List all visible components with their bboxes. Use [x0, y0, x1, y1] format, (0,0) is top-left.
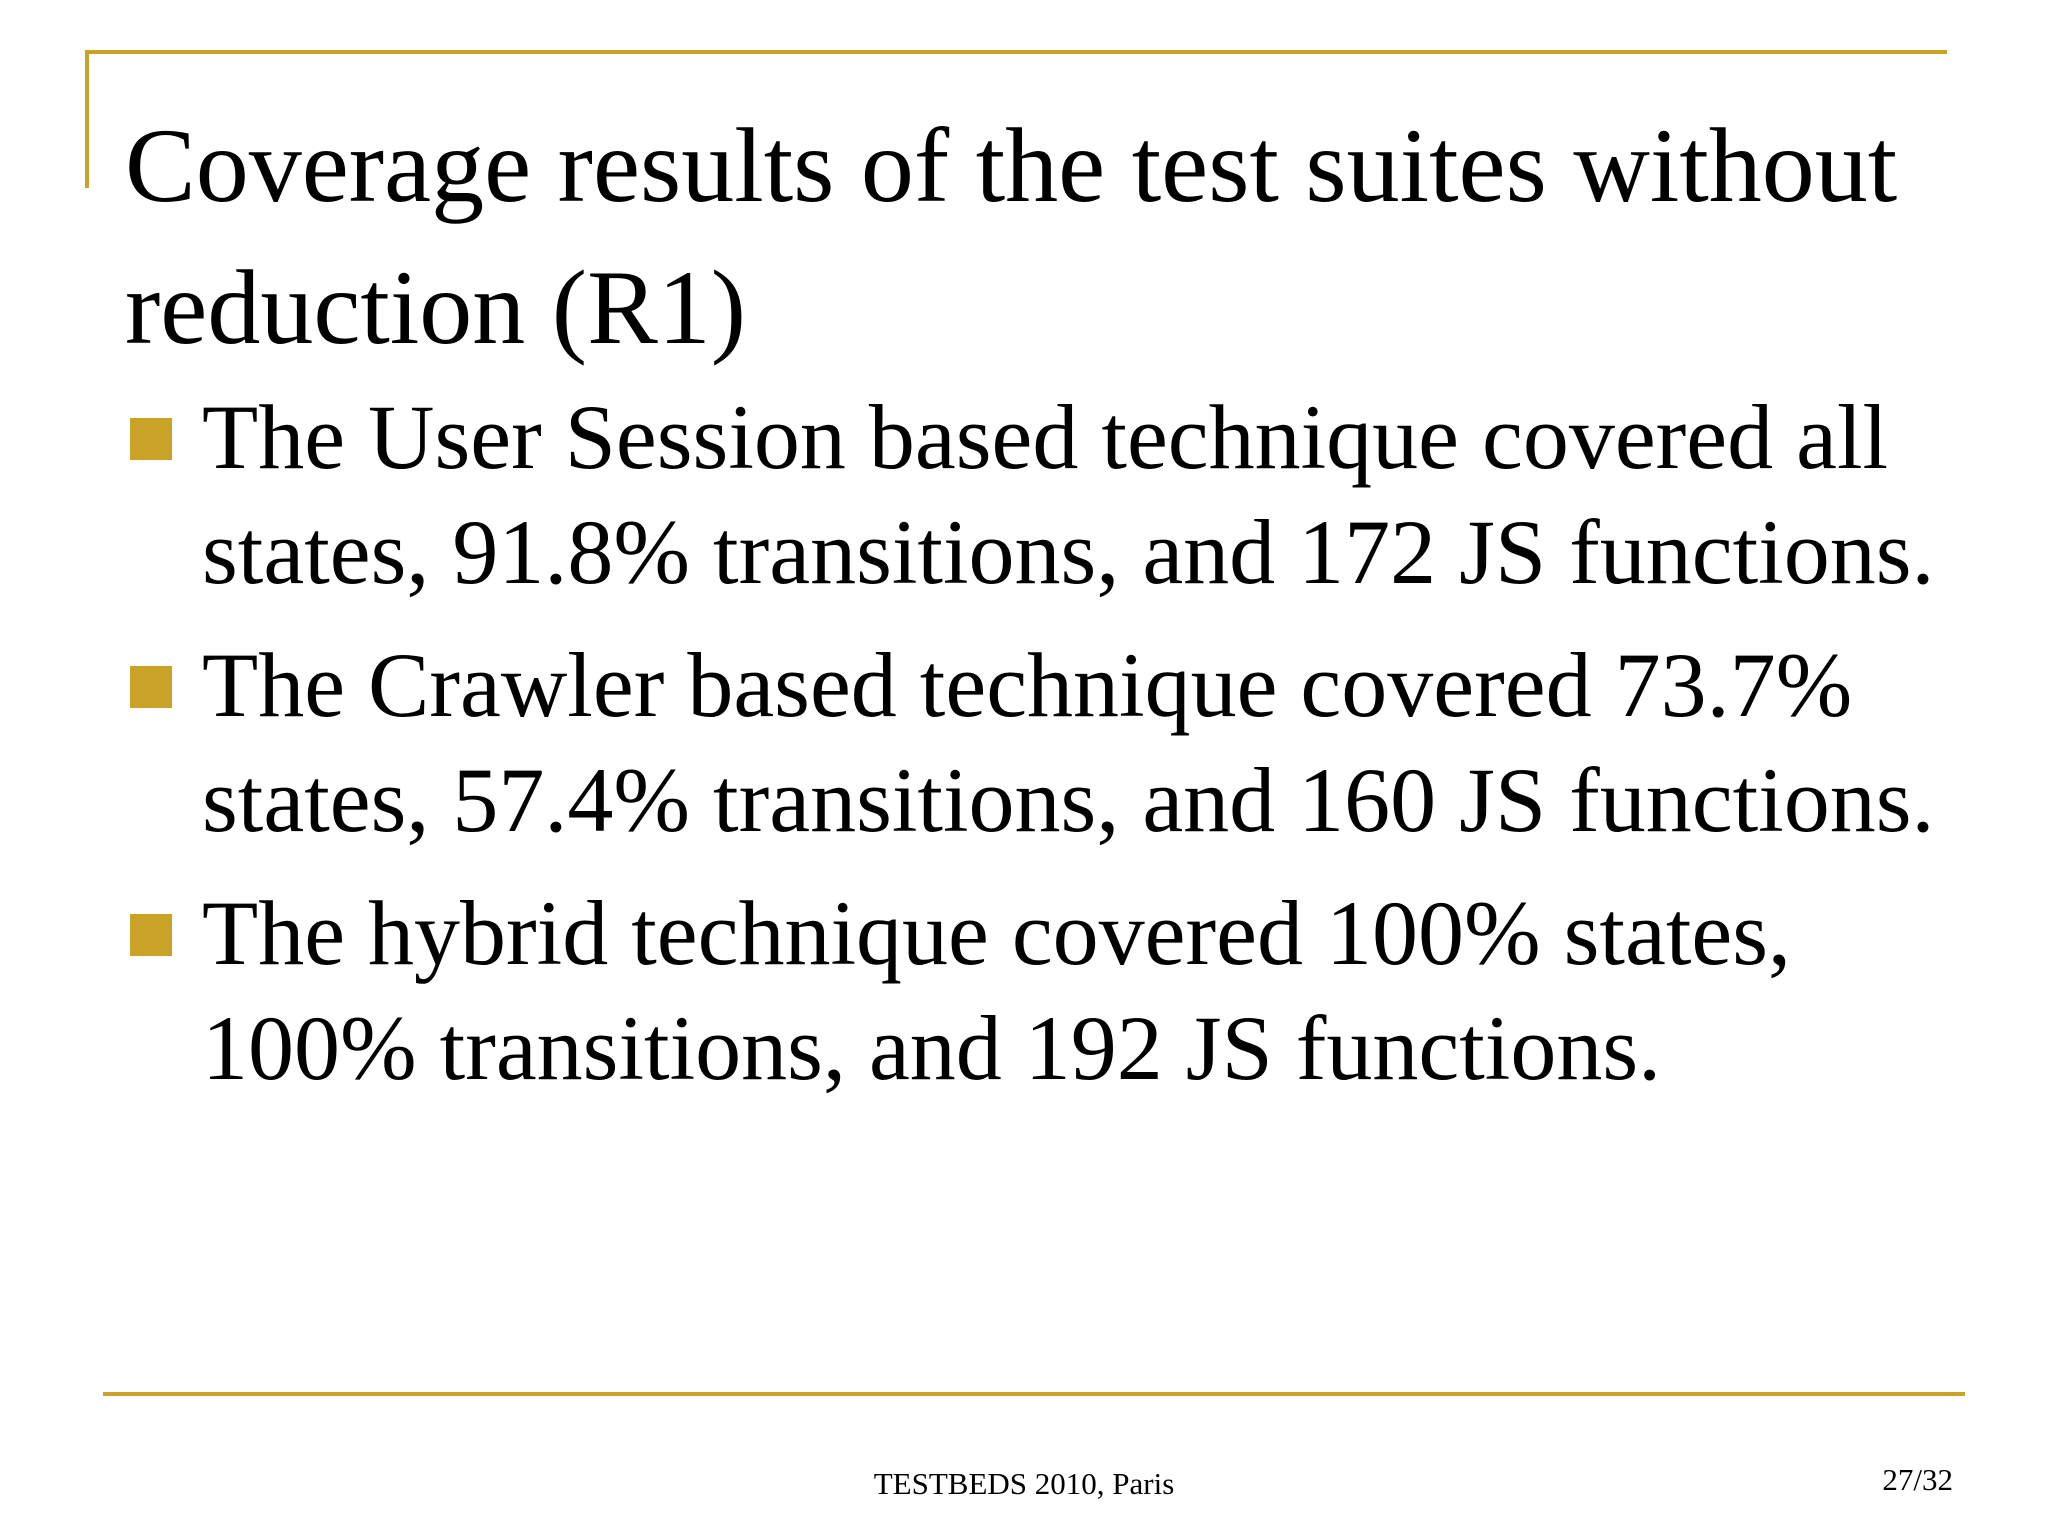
bullet-text: The hybrid technique covered 100% states, 100% transitions, and 192 JS functions. [202, 882, 1792, 1099]
bullet-list [125, 380, 1955, 1124]
bullet-text: The User Session based technique covered all states, 91.8% transitions, and 172 JS functions. [202, 386, 1935, 603]
square-bullet-icon [130, 418, 172, 460]
bullet-item [125, 380, 1955, 610]
bullet-text: The Crawler based technique covered 73.7% states, 57.4% transitions, and 160 JS functions. [202, 634, 1935, 851]
bullet-item [125, 876, 1955, 1106]
bottom-accent-rule [103, 1392, 1965, 1396]
square-bullet-icon [130, 914, 172, 956]
left-accent-rule [85, 50, 89, 188]
bullet-item [125, 628, 1955, 858]
square-bullet-icon [130, 666, 172, 708]
top-accent-rule [85, 50, 1947, 54]
page-number: 27/32 [1882, 1462, 1953, 1497]
footer-event: TESTBEDS 2010, Paris [873, 1466, 1175, 1501]
slide-title: Coverage results of the test suites without reduction (R1) [125, 107, 1898, 366]
